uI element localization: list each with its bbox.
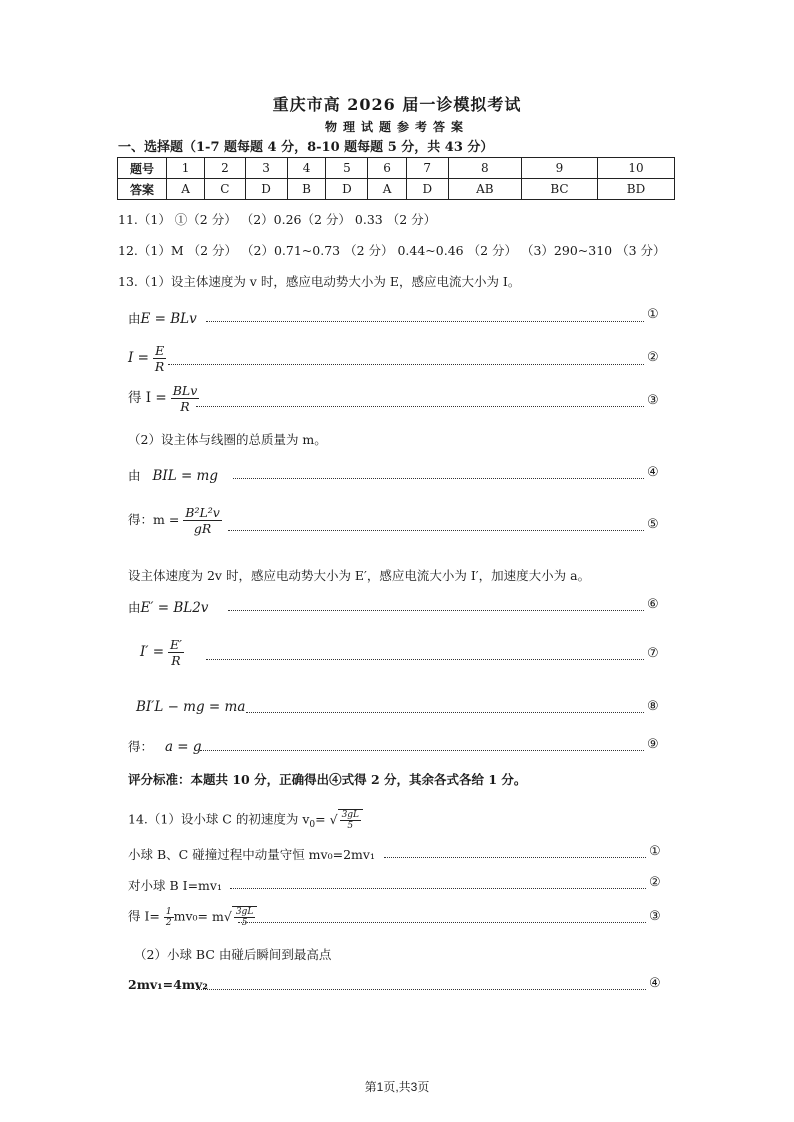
table-cell: 7	[406, 158, 448, 179]
q14-line1: 小球 B、C 碰撞过程中动量守恒 mv₀=2mv₁	[128, 847, 375, 862]
fraction	[340, 810, 361, 831]
page-title: 重庆市高 2026 届一诊模拟考试	[272, 95, 522, 114]
eq-middle: mv₀=	[173, 908, 209, 924]
q13-mid-text: 设主体速度为 2v 时，感应电动势大小为 E′，感应电流大小为 I′，加速度大小为 a。	[128, 568, 591, 583]
fraction-denominator: R	[180, 399, 190, 414]
fraction-numerator: BLv	[172, 383, 198, 398]
eq-sign: =	[315, 811, 326, 827]
leader-dots	[228, 530, 644, 531]
leader-dots	[196, 989, 646, 990]
eq-lhs: I′ =	[140, 644, 165, 660]
fraction	[234, 907, 255, 928]
table-cell: B	[287, 179, 326, 200]
q13-eq2	[128, 343, 166, 374]
sqrt-expression: m√ $\frac{3gL}{5}$	[212, 906, 257, 928]
q13-intro: 13.（1）设主体速度为 v 时，感应电动势大小为 E，感应电流大小为 I。	[118, 274, 521, 289]
answer-table	[117, 157, 675, 200]
equation-marker: ①	[647, 307, 659, 322]
eq-prefix: 得：m =	[128, 512, 180, 527]
equation-marker: ①	[649, 844, 661, 859]
fraction-denominator: R	[154, 359, 165, 374]
leader-dots	[168, 364, 644, 365]
sqrt-expression: √ $\frac{3gL}{5}$	[330, 809, 363, 831]
equation-marker: ⑨	[647, 737, 659, 752]
table-cell: BC	[521, 179, 597, 200]
fraction-denominator: R	[171, 653, 181, 668]
fraction-numerator: E	[153, 343, 166, 359]
leader-dots	[233, 478, 644, 479]
fraction-denominator: 2	[165, 917, 172, 928]
q14-line4: 2mv₁=4mv₂	[128, 977, 208, 992]
q13-eq6	[128, 598, 208, 616]
leader-dots	[196, 406, 644, 407]
equation-marker: ②	[647, 350, 659, 365]
equation-marker: ③	[649, 909, 661, 924]
leader-dots	[200, 750, 644, 751]
eq-lhs: I =	[128, 350, 149, 366]
equation: a = g	[164, 739, 202, 755]
table-cell: D	[245, 179, 287, 200]
table-cell: 4	[287, 158, 326, 179]
q13-eq8	[136, 699, 245, 715]
q12-answer: 12.（1）M （2 分） （2）0.71~0.73 （2 分） 0.44~0.46 （2 分） （3）290~310 （3 分）	[118, 243, 666, 258]
table-row-answers	[118, 179, 675, 200]
table-cell: BD	[597, 179, 674, 200]
table-cell: C	[205, 179, 245, 200]
subscript: 0	[309, 820, 316, 830]
q13-eq1	[128, 309, 197, 327]
table-cell: A	[167, 179, 205, 200]
equation-marker: ⑤	[647, 517, 659, 532]
eq-prefix: 得：	[128, 739, 154, 754]
q14-line3	[128, 906, 257, 928]
table-header-cell: 答案	[118, 179, 167, 200]
q13-eq7	[140, 637, 184, 668]
fraction	[164, 907, 174, 928]
fraction-denominator: 5	[241, 918, 248, 928]
eq-prefix: 由	[128, 468, 141, 483]
q13-eq5	[128, 505, 222, 536]
table-cell: D	[326, 179, 368, 200]
equation-marker: ②	[649, 875, 661, 890]
fraction-denominator: gR	[193, 521, 212, 536]
table-cell: AB	[448, 179, 521, 200]
equation-marker: ⑥	[647, 597, 659, 612]
equation-marker: ④	[649, 976, 661, 991]
q14-intro	[128, 809, 363, 831]
fraction	[168, 637, 184, 668]
table-cell: 9	[521, 158, 597, 179]
table-cell: 3	[245, 158, 287, 179]
q13-scoring: 评分标准：本题共 10 分，正确得出④式得 2 分，其余各式各给 1 分。	[128, 772, 527, 787]
equation: BI′L − mg = ma	[136, 699, 246, 715]
fraction	[153, 343, 166, 374]
fraction-numerator: 3gL	[235, 907, 254, 917]
page-number: 第1页,共3页	[364, 1080, 430, 1094]
fraction-denominator: 5	[347, 821, 354, 831]
fraction	[183, 505, 222, 536]
equation-marker: ③	[647, 393, 659, 408]
leader-dots	[246, 712, 644, 713]
table-cell: D	[406, 179, 448, 200]
table-cell: A	[368, 179, 406, 200]
leader-dots	[230, 888, 646, 889]
q13-eq3	[128, 383, 199, 414]
table-header-cell: 题号	[118, 158, 167, 179]
q14-intro-text: 14.（1）设小球 C 的初速度为 v	[128, 811, 310, 827]
q14-part2: （2）小球 BC 由碰后瞬间到最高点	[134, 947, 332, 962]
q13-eq9	[128, 737, 202, 755]
equation: E′ = BL2v	[140, 600, 209, 616]
section-heading: 一、选择题（1-7 题每题 4 分，8-10 题每题 5 分，共 43 分）	[118, 140, 494, 155]
equation: E = BLv	[140, 311, 197, 327]
leader-dots	[206, 659, 644, 660]
page-subtitle: 物理试题参考答案	[324, 120, 469, 134]
eq-mass: m	[212, 909, 224, 924]
table-cell: 6	[368, 158, 406, 179]
eq-prefix: 由	[128, 311, 141, 326]
table-cell: 2	[205, 158, 245, 179]
fraction	[171, 383, 200, 414]
table-cell: 8	[448, 158, 521, 179]
fraction-numerator: B²L²v	[185, 505, 220, 520]
equation: BIL = mg	[152, 468, 218, 484]
table-row-numbers	[118, 158, 675, 179]
table-cell: 5	[326, 158, 368, 179]
equation-marker: ⑧	[647, 699, 659, 714]
eq-prefix: 由	[128, 600, 141, 615]
leader-dots	[228, 610, 644, 611]
equation-marker: ⑦	[647, 646, 659, 661]
q13-part2: （2）设主体与线圈的总质量为 m。	[128, 432, 327, 447]
eq-prefix: 得 I =	[128, 390, 167, 406]
eq-prefix: 得 I=	[128, 908, 160, 924]
leader-dots	[206, 321, 644, 322]
leader-dots	[384, 857, 646, 858]
fraction-numerator: E′	[170, 637, 182, 652]
fraction-numerator: 1	[165, 906, 172, 917]
table-cell: 10	[597, 158, 674, 179]
q14-line2: 对小球 B I=mv₁	[128, 878, 222, 893]
equation-marker: ④	[647, 465, 659, 480]
fraction-numerator: 3gL	[341, 810, 360, 820]
q13-eq4	[128, 466, 218, 484]
leader-dots	[238, 922, 646, 923]
table-cell: 1	[167, 158, 205, 179]
q11-answer: 11.（1） ①（2 分） （2）0.26（2 分） 0.33 （2 分）	[118, 212, 437, 227]
